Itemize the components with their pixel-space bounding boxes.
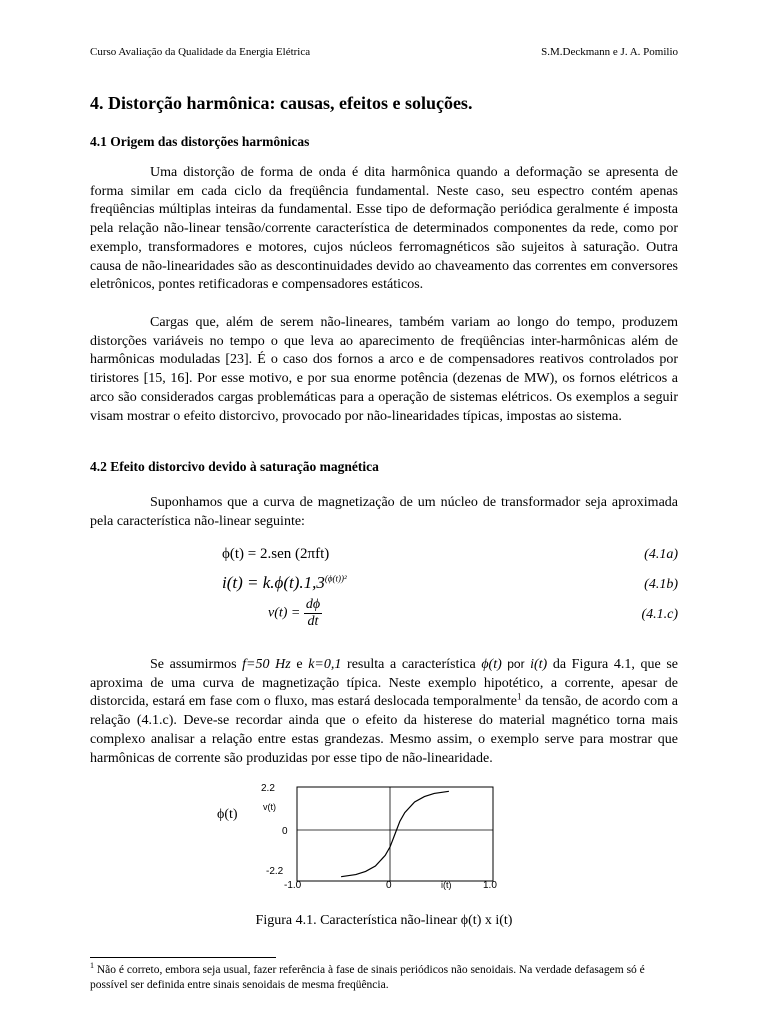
paragraph-4-1-a — [90, 164, 678, 295]
paragraph-text-e: e — [290, 657, 309, 672]
paragraph-text-c: da Figura 4.1, que se aproxima de uma curva de magnetização típica. Neste exemplo hipotético, a corrente, apesar de distorcida, estará em fase com o fluxo, mas estará deslocada temporalmente — [90, 657, 679, 710]
equation-4-1c-left: v(t) = — [268, 605, 301, 621]
equation-label-4-1b: (4.1b) — [644, 577, 678, 592]
section-heading-4-2: 4.2 Efeito distorcivo devido à saturação magnética — [90, 459, 379, 474]
paragraph-text-b: resulta a característica — [341, 657, 482, 672]
header-left: Curso Avaliação da Qualidade da Energia Elétrica — [90, 46, 311, 58]
footnote-ref[interactable]: 1 — [516, 691, 522, 702]
footnote — [90, 963, 680, 993]
x-tick-left: -1.0 — [284, 880, 302, 891]
y-tick-zero: 0 — [282, 826, 288, 837]
page-title: 4. Distorção harmônica: causas, efeitos e soluções. — [90, 93, 473, 113]
figure-caption: Figura 4.1. Característica não-linear ϕ(t) x i(t) — [255, 913, 513, 928]
equation-4-1c-denominator: dt — [307, 614, 319, 629]
x-tick-right: 1.0 — [483, 880, 497, 891]
inner-label-v: v(t) — [263, 802, 276, 812]
footnote-divider — [90, 957, 276, 958]
paragraph-text: Suponhamos que a curva de magnetização de um núcleo de transformador seja aproximada pela característica não-linear seguinte: — [90, 495, 678, 529]
header-right: S.M.Deckmann e J. A. Pomilio — [541, 46, 678, 58]
paragraph-text-a: Se assumirmos — [150, 657, 243, 672]
footnote-text: Não é correto, embora seja usual, fazer referência à fase de sinais periódicos não senoidais. Na verdade defasagem só é possível ser definida entre sinais senoidais de mesma freqüência. — [90, 964, 645, 991]
symbol-i: i(t) — [530, 657, 548, 672]
magnetization-curve — [341, 791, 449, 876]
figure-4-1-chart — [258, 778, 508, 898]
y-tick-bottom: -2.2 — [266, 866, 284, 877]
x-axis-label: i(t) — [441, 880, 452, 890]
param-k: k=0,1 — [308, 657, 342, 672]
footnote-mark: 1 — [90, 961, 94, 971]
equation-4-1c-fraction — [304, 597, 322, 630]
equation-4-1c-numerator: dϕ — [305, 597, 321, 612]
figure-y-axis-label: ϕ(t) — [217, 807, 238, 822]
equation-4-1b-base: i(t) = k.ϕ(t).1,3 — [222, 573, 325, 592]
paragraph-4-2-b — [90, 655, 678, 768]
y-tick-top: 2.2 — [261, 783, 275, 794]
equation-4-1b — [222, 573, 347, 593]
equation-4-1c — [268, 597, 322, 630]
equation-4-1a: ϕ(t) = 2.sen (2πft) — [222, 546, 330, 562]
section-heading-4-1: 4.1 Origem das distorções harmônicas — [90, 134, 310, 149]
paragraph-text: Uma distorção de forma de onda é dita harmônica quando a deformação se apresenta de forma similar em cada ciclo da freqüência fundamental. Neste caso, seu espectro contém apenas freqüências múltiplas inteiras da fundamental. Esse tipo de deformação periódica geralmente é imposta pela relação não-linear tensão/corrente característica de determinados componentes da rede, como por exemplo, transformadores e motores, cujos núcleos ferromagnéticos são sujeitos à saturação. Outra causa de não-linearidades são as descontinuidades devido ao chaveamento das correntes em conversores eletrônicos, pontes retificadoras e compensadores estáticos. — [90, 165, 678, 293]
x-tick-zero: 0 — [386, 880, 392, 891]
equation-4-1b-exponent: (ϕ(t))² — [324, 573, 347, 584]
paragraph-text-por: por — [501, 657, 531, 671]
symbol-phi: ϕ(t) — [481, 657, 502, 672]
param-f: f=50 Hz — [242, 657, 291, 672]
paragraph-4-1-b — [90, 314, 678, 426]
paragraph-4-2-a — [90, 494, 678, 531]
paragraph-text-d: da tensão, de acordo com a relação (4.1.c). Deve-se recordar ainda que o efeito da histerese do material magnético torna mais complexo analisar a relação entre estas grandezas. Mesmo assim, o exemplo serve para mostrar que harmônicas de corrente são produzidas por esse tipo de não-linearidade. — [90, 694, 678, 766]
paragraph-text: Cargas que, além de serem não-lineares, também variam ao longo do tempo, produzem distorções variáveis no tempo o que leva ao aparecimento de freqüências inter-harmônicas além de harmônicas moduladas [23]. É o caso dos fornos a arco e de compensadores reativos controlados por tiristores [15, 16]. Por esse motivo, e por sua enorme potência (dezenas de MW), os fornos elétricos a arco são considerados cargas problemáticas para a operação de sistemas elétricos. Os exemplos a seguir visam mostrar o efeito distorcivo, provocado por não-linearidades típicas, impostas ao sistema. — [90, 315, 678, 424]
equation-label-4-1c: (4.1.c) — [641, 607, 678, 622]
equation-label-4-1a: (4.1a) — [644, 547, 678, 562]
